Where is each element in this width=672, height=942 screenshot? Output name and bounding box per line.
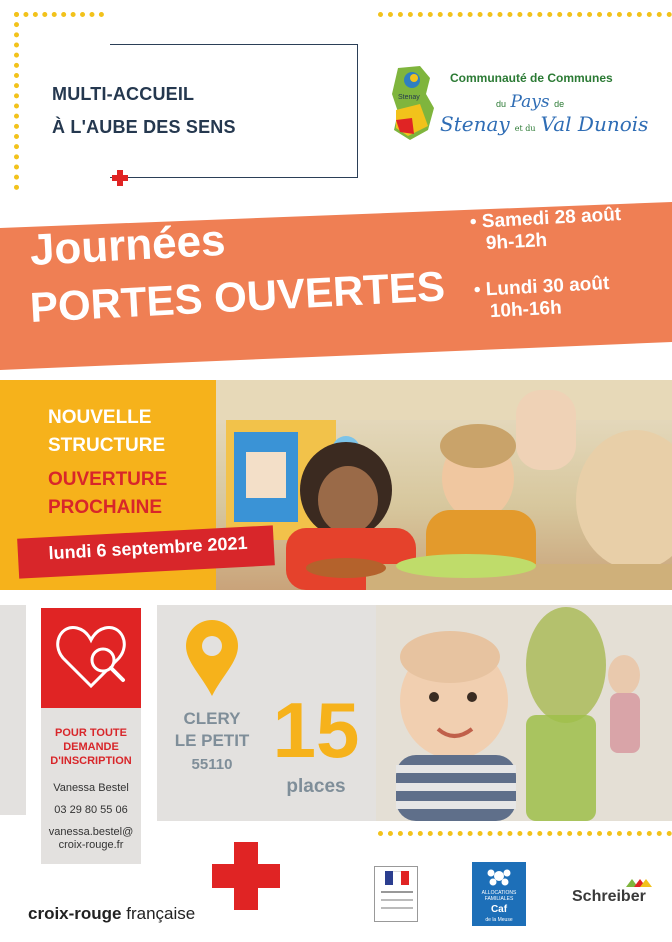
location-name: CLERY LE PETIT [174, 709, 250, 750]
baby-photo [376, 605, 672, 821]
contact-email: vanessa.bestel@ croix-rouge.fr [48, 826, 134, 851]
contact-name: Vanessa Bestel [53, 782, 129, 794]
grey-side-strip [0, 605, 26, 815]
schreiber-logo: Schreiber [572, 888, 646, 905]
community-name-line-2: du Pays de [496, 92, 565, 112]
title-box [110, 44, 358, 178]
date-item-1: • Samedi 28 août 9h-12h [469, 204, 622, 255]
croix-rouge-wordmark: croix-rouge française [28, 904, 196, 923]
contact-phone: 03 29 80 55 06 [54, 804, 128, 816]
red-cross-icon [212, 842, 280, 910]
prefecture-logo [374, 866, 418, 922]
headline-portes-ouvertes: PORTES OUVERTES [28, 262, 447, 331]
stenay-map-logo: Stenay [390, 64, 438, 142]
new-structure-text: NOUVELLE STRUCTURE OUVERTURE PROCHAINE [48, 407, 168, 518]
registration-icon-panel [41, 608, 141, 708]
heart-search-icon [41, 608, 141, 708]
title-line-1: MULTI-ACCUEIL [52, 84, 195, 104]
location-pin-icon [182, 618, 242, 698]
caf-flower-icon [472, 864, 526, 890]
date-item-2: • Lundi 30 août 10h-16h [473, 272, 610, 323]
dotted-border-bottom [378, 831, 672, 836]
dotted-border-top-right [378, 12, 672, 17]
community-name-line-1: Communauté de Communes [450, 71, 613, 85]
children-playing-photo [216, 380, 672, 590]
location-postcode: 55110 [191, 756, 233, 773]
dotted-border-left [14, 12, 19, 190]
community-name-line-3: Stenay et du Val Dunois [440, 112, 649, 136]
registration-heading: POUR TOUTE DEMANDE D'INSCRIPTION [50, 727, 132, 767]
opening-date: lundi 6 septembre 2021 [48, 532, 248, 564]
places-count: 15 [272, 686, 360, 774]
red-cross-small-icon [110, 168, 130, 188]
headline-journees: Journées [28, 215, 227, 275]
places-label: places [286, 776, 346, 797]
dotted-border-top-left [14, 12, 104, 17]
caf-logo: ALLOCATIONS FAMILIALES Caf de la Meuse [472, 862, 526, 926]
schreiber-arrows-icon [626, 876, 652, 888]
title-line-2: À L'AUBE DES SENS [52, 117, 236, 137]
